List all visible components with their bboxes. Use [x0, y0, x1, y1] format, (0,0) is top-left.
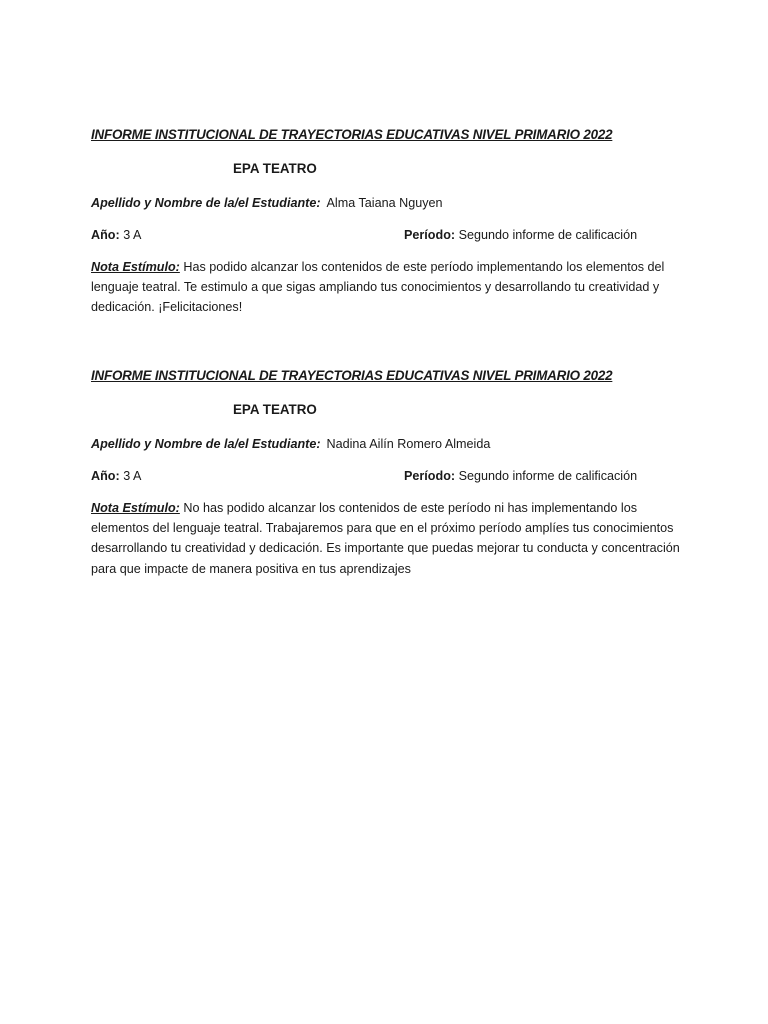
meta-row	[91, 226, 681, 244]
year-value: 3 A	[123, 469, 142, 483]
period-field	[404, 467, 637, 485]
report-subtitle: EPA TEATRO	[233, 402, 317, 417]
period-label: Período:	[404, 469, 456, 483]
student-label: Apellido y Nombre de la/el Estudiante:	[91, 437, 321, 451]
year-label: Año:	[91, 469, 120, 483]
meta-row	[91, 467, 681, 485]
year-field	[91, 467, 141, 485]
student-row	[91, 435, 681, 453]
report-section	[91, 126, 681, 318]
period-value: Segundo informe de calificación	[458, 469, 638, 483]
student-name: Alma Taiana Nguyen	[326, 196, 443, 210]
report-title: INFORME INSTITUCIONAL DE TRAYECTORIAS EDUCATIVAS NIVEL PRIMARIO 2022	[91, 127, 613, 142]
student-row	[91, 194, 681, 212]
report-subtitle: EPA TEATRO	[233, 161, 317, 176]
note-text: Has podido alcanzar los contenidos de este período implementando los elementos del lenguaje teatral. Te estimulo a que sigas ampliando tus conocimientos y desarrollando tu creatividad y dedicación. ¡Felicitaciones!	[91, 260, 665, 315]
student-name: Nadina Ailín Romero Almeida	[326, 437, 491, 451]
year-label: Año:	[91, 228, 120, 242]
year-field	[91, 226, 141, 244]
year-value: 3 A	[123, 228, 142, 242]
period-field	[404, 226, 637, 244]
note-label: Nota Estímulo:	[91, 501, 180, 515]
note-paragraph	[91, 257, 681, 318]
note-text: No has podido alcanzar los contenidos de este período ni has implementando los elementos del lenguaje teatral. Trabajaremos para que en el próximo período amplíes tus conocimientos desarrollando tu creatividad y dedicación. Es importante que puedas mejorar tu conducta y concentración para que impacte de manera positiva en tus aprendizajes	[91, 501, 680, 576]
student-label: Apellido y Nombre de la/el Estudiante:	[91, 196, 321, 210]
note-label: Nota Estímulo:	[91, 260, 180, 274]
period-value: Segundo informe de calificación	[458, 228, 638, 242]
report-title: INFORME INSTITUCIONAL DE TRAYECTORIAS EDUCATIVAS NIVEL PRIMARIO 2022	[91, 368, 613, 383]
period-label: Período:	[404, 228, 456, 242]
report-section	[91, 367, 681, 579]
note-paragraph	[91, 498, 681, 579]
